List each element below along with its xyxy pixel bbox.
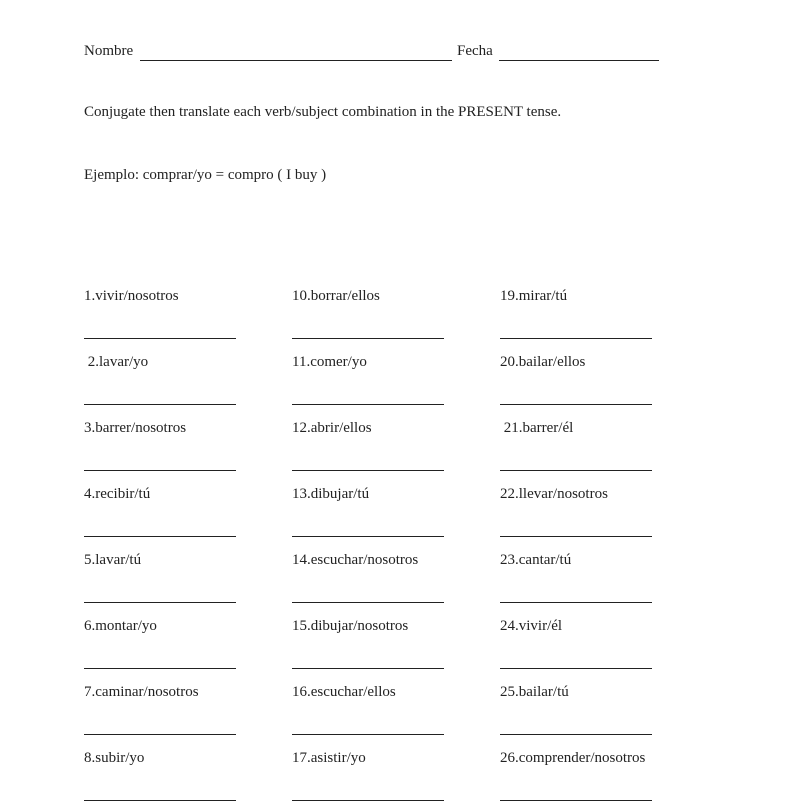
answer-line[interactable] [292,800,444,801]
answer-line[interactable] [84,536,236,537]
exercise-prompt: 12.abrir/ellos [292,420,372,436]
exercise-prompt: 23.cantar/tú [500,552,572,568]
date-field[interactable] [499,60,659,61]
exercise-prompt: 21.barrer/él [500,420,574,436]
exercise-prompt: 13.dibujar/tú [292,486,370,502]
answer-line[interactable] [84,404,236,405]
exercise-prompt: 15.dibujar/nosotros [292,618,409,634]
answer-line[interactable] [500,470,652,471]
exercise-prompt: 4.recibir/tú [84,486,151,502]
exercise-prompt: 3.barrer/nosotros [84,420,187,436]
exercise-prompt: 24.vivir/él [500,618,563,634]
exercise-prompt: 1.vivir/nosotros [84,288,179,304]
exercise-prompt: 8.subir/yo [84,750,145,766]
answer-line[interactable] [500,668,652,669]
exercise-prompt: 14.escuchar/nosotros [292,552,419,568]
exercise-prompt: 16.escuchar/ellos [292,684,396,700]
instructions-text: Conjugate then translate each verb/subject combination in the PRESENT tense. [84,104,562,120]
answer-line[interactable] [500,338,652,339]
exercise-prompt: 22.llevar/nosotros [500,486,608,502]
answer-line[interactable] [500,602,652,603]
name-field[interactable] [140,60,452,61]
exercise-prompt: 17.asistir/yo [292,750,366,766]
answer-line[interactable] [84,602,236,603]
answer-line[interactable] [84,734,236,735]
answer-line[interactable] [500,536,652,537]
answer-line[interactable] [292,470,444,471]
exercise-prompt: 26.comprender/nosotros [500,750,646,766]
answer-line[interactable] [84,338,236,339]
date-label: Fecha [457,43,493,59]
answer-line[interactable] [292,404,444,405]
exercise-prompt: 20.bailar/ellos [500,354,586,370]
answer-line[interactable] [84,800,236,801]
exercise-prompt: 6.montar/yo [84,618,157,634]
answer-line[interactable] [292,668,444,669]
exercise-prompt: 19.mirar/tú [500,288,568,304]
example-text: Ejemplo: comprar/yo = compro ( I buy ) [84,167,327,183]
answer-line[interactable] [292,734,444,735]
exercise-prompt: 2.lavar/yo [84,354,149,370]
exercise-prompt: 7.caminar/nosotros [84,684,199,700]
answer-line[interactable] [292,536,444,537]
exercise-prompt: 11.comer/yo [292,354,367,370]
exercise-prompt: 10.borrar/ellos [292,288,380,304]
answer-line[interactable] [292,602,444,603]
exercise-prompt: 25.bailar/tú [500,684,569,700]
answer-line[interactable] [84,470,236,471]
answer-line[interactable] [500,404,652,405]
answer-line[interactable] [84,668,236,669]
answer-line[interactable] [292,338,444,339]
exercise-prompt: 5.lavar/tú [84,552,142,568]
name-label: Nombre [84,43,134,59]
answer-line[interactable] [500,734,652,735]
answer-line[interactable] [500,800,652,801]
